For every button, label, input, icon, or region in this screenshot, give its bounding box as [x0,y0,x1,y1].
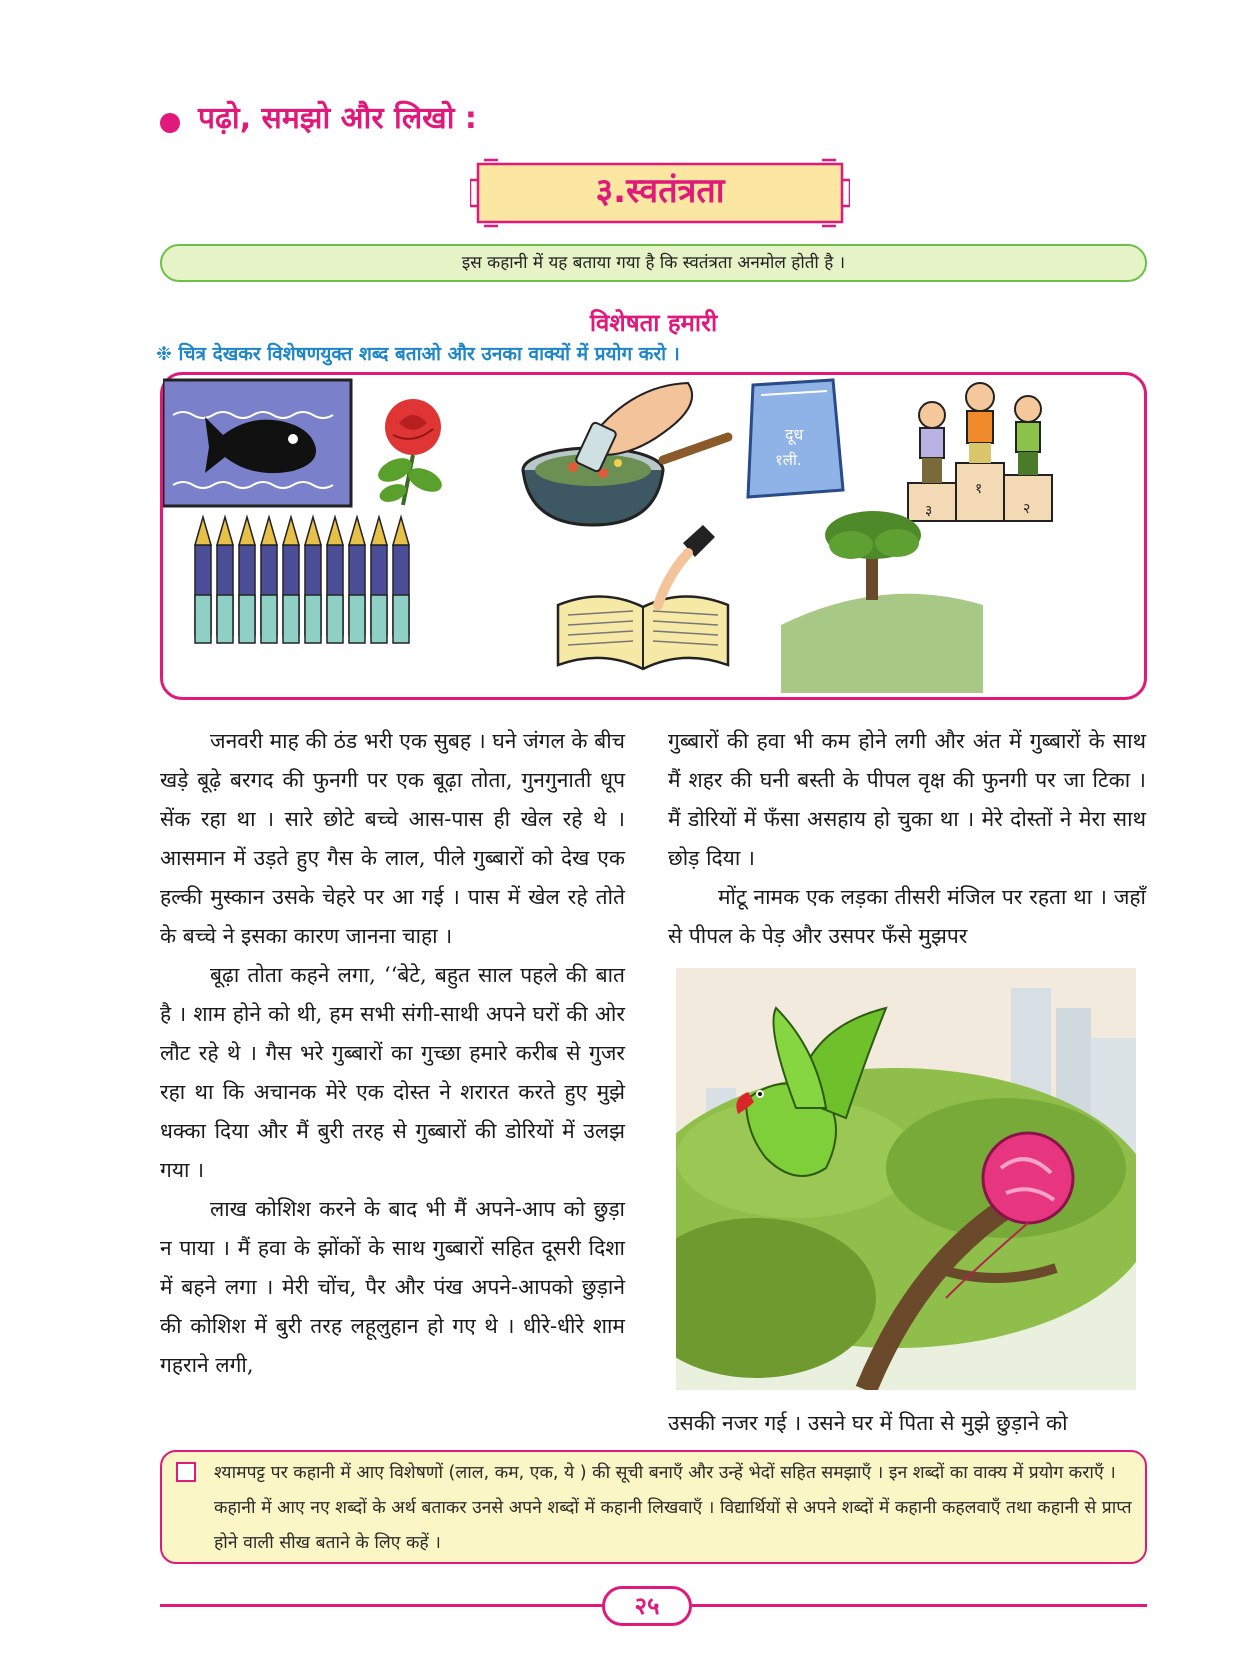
story-paragraph: मोंटू नामक एक लड़का तीसरी मंजिल पर रहता था । जहाँ से पीपल के पेड़ और उसपर फँसे मुझपर [668,885,1146,948]
milk-packet-qty: १ली. [775,451,802,469]
story-left-column [160,722,625,1385]
podium-first: १ [975,481,983,497]
checkbox-square-icon [176,1462,196,1482]
tree-illustration [781,511,983,693]
section-heading: पढ़ो, समझो और लिखो : [198,101,477,136]
podium-illustration [908,383,1052,521]
book-illustration [558,525,728,669]
milk-packet-label: दूध [785,425,804,444]
pens-illustration [195,517,409,643]
intro-banner: इस कहानी में यह बताया गया है कि स्वतंत्रता अनमोल होती है । [160,244,1147,282]
activity-instruction: ❉ चित्र देखकर विशेषणयुक्त शब्द बताओ और उनका वाक्यों में प्रयोग करो । [156,343,680,365]
milk-packet-illustration [748,380,843,497]
parrot-balloon-illustration [676,968,1136,1390]
cooking-pan-illustration [523,383,728,525]
lesson-title: ३.स्वतंत्रता [595,171,725,211]
footer-rule-left [160,1604,602,1607]
bullet-dot-icon [160,113,180,133]
story-right-column [668,722,1146,956]
footer-rule-right [692,1604,1147,1607]
story-paragraph: बूढ़ा तोता कहने लगा, ‘‘बेटे, बहुत साल पहले की बात है । शाम होने को थी, हम सभी संगी-साथी अपने घरों की ओर लौट रहे थे । गैस भरे गुब्बारों का गुच्छा हमारे करीब से गुजर रहा था कि अचानक मेरे एक दोस्त ने शरारत करते हुए मुझे धक्का दिया और मैं बुरी तरह से गुब्बारों की डोरियों में उलझ गया । [160,963,625,1182]
page-number: २५ [602,1586,692,1626]
rose-illustration [374,399,445,505]
story-paragraph: जनवरी माह की ठंड भरी एक सुबह । घने जंगल के बीच खड़े बूढ़े बरगद की फुनगी पर एक बूढ़ा तोता, गुनगुनाती धूप सेंक रहा था । सारे छोटे बच्चे आस-पास ही खेल रहे थे । आसमान में उड़ते हुए गैस के लाल, पीले गुब्बारों को देख एक हल्की मुस्कान उसके चेहरे पर आ गई । पास में खेल रहे तोते के बच्चे ने इसका कारण जानना चाहा । [160,729,625,948]
story-paragraph: लाख कोशिश करने के बाद भी मैं अपने-आप को छुड़ा न पाया । मैं हवा के झोंकों के साथ गुब्बारों सहित दूसरी दिशा में बहने लगा । मेरी चोंच, पैर और पंख अपने-आपको छुड़ाने की कोशिश में बुरी तरह लहूलुहान हो गए थे । धीरे-धीरे शाम गहराने लगी, [160,1197,625,1377]
fish-tank-illustration [163,380,351,506]
podium-third: ३ [925,503,933,519]
podium-second: २ [1023,501,1031,517]
story-right-last-line: उसकी नजर गई । उसने घर में पिता से मुझे छुड़ाने को [668,1411,1068,1435]
activity-illustrations [163,375,1144,697]
activity-title: विशेषता हमारी [589,309,718,337]
story-paragraph: गुब्बारों की हवा भी कम होने लगी और अंत में गुब्बारों के साथ मैं शहर की घनी बस्ती के पीपल वृक्ष की फुनगी पर जा टिका । मैं डोरियों में फँसा असहाय हो चुका था । मेरे दोस्तों ने मेरा साथ छोड़ दिया । [668,729,1146,870]
teacher-note-text: श्यामपट्ट पर कहानी में आए विशेषणों (लाल, कम, एक, ये ) की सूची बनाएँ और उन्हें भेदों सहित समझाएँ । इन शब्दों का वाक्य में प्रयोग कराएँ । कहानी में आए नए शब्दों के अर्थ बताकर उनसे अपने शब्दों में कहानी लिखवाएँ । विद्यार्थियों से अपने शब्दों में कहानी कहलवाएँ तथा कहानी से प्राप्त होने वाली सीख बताने के लिए कहें । [214,1463,1132,1553]
